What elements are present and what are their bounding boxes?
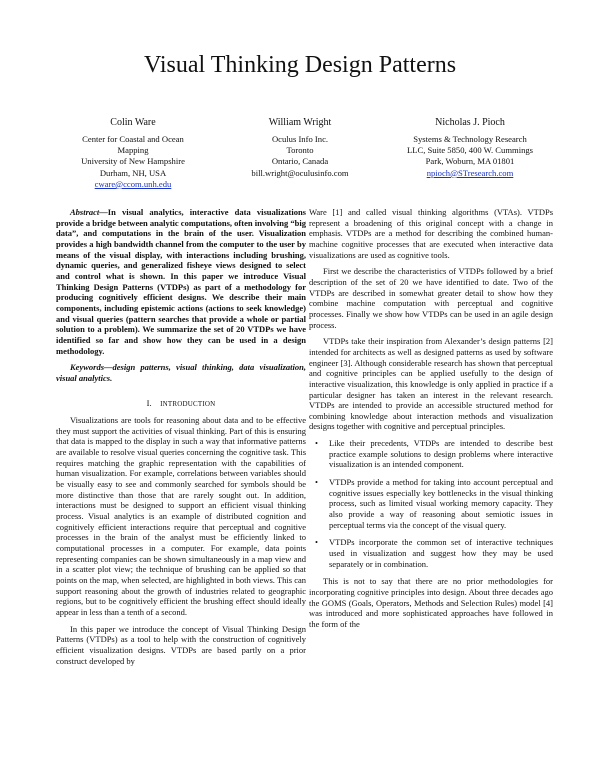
list-item <box>309 537 553 569</box>
author-block-3 <box>382 116 558 179</box>
author-affiliation-line: Durham, NH, USA <box>99 167 167 178</box>
section-number: I. <box>146 397 152 408</box>
bullet-icon: • <box>315 438 318 449</box>
author-affiliation-line: University of New Hampshire <box>81 156 185 167</box>
author-affiliation-line: Mapping <box>117 145 149 156</box>
body-paragraph: First we describe the characteristics of VTDPs followed by a brief description of the set of 20 we have identified to date. Two of the VTDPs are described in somewhat greater detail to show how they combine machine computation with perceptual and cognitive processes. Finally we show how VTDPs can be used in an agile design process. <box>309 266 553 330</box>
body-paragraph: Ware [1] and called visual thinking algorithms (VTAs). VTDPs represent a broadening of this original concept with a change in emphasis. VTDPs are a method for describing the combined human-machine cognitive processes that are executed when interactive data visualizations are used as cognitive tools. <box>309 207 553 260</box>
right-column <box>309 207 553 636</box>
paper-title: Visual Thinking Design Patterns <box>143 52 457 78</box>
list-item <box>309 438 553 470</box>
author-affiliation-line: Oculus Info Inc. <box>271 134 329 144</box>
body-paragraph: In this paper we introduce the concept of Visual Thinking Design Patterns (VTDPs) as a tool to help with the construction of cognitively efficient visualization designs. VTDPs are based partly on a prior construct developed by <box>56 623 306 666</box>
author-email: bill.wright@oculusinfo.com <box>251 167 349 178</box>
left-column <box>56 207 306 672</box>
abstract <box>56 207 306 356</box>
body-paragraph: Visualizations are tools for reasoning about data and to be effective they must support the activities of visual thinking. Part of this is ensuring that data is mapped to the display in such a way that informative patterns are available to resolve visual queries concerning the cognitive task. This requires matching the graphic representation with the capabilities of human visualization. For example, correlations between variables should be visually easy to see and commonly searched for symbols should be more distinctive than those that are rarely sought out. In addition, interactions must be designed to support an efficient visual thinking process. Visual analytics is an example of distributed cognition and cognitively efficient interactions require that perceptual and cognitive processes in the brain of the analyst must be efficiently linked to computational processes in a computer. For example, data points representing companies can be shown simultaneously in a map view and in a scatter plot view; the technique of brushing can be applied so that points on the map, when selected, are highlighted in both views. This can support reasoning about the growth of industries related to geographic regions, but to be cognitively efficient the brushing effect should ideally appear in less than a tenth of a second. <box>56 415 306 617</box>
author-affiliation-line: Park, Woburn, MA 01801 <box>425 156 515 167</box>
author-affiliation-line: Center for Coastal and Ocean <box>82 134 184 144</box>
author-affiliation-line: LLC, Suite 5850, 400 W. Cummings <box>406 145 534 156</box>
abstract-label: Abstract— <box>70 207 108 217</box>
body-paragraph: VTDPs take their inspiration from Alexander’s design patterns [2] intended for architects as well as designed patterns as used by software engineer [3]. Although considerable research has shown that perceptual and cognitive principles can be applied usefully to the design of interactive visualization, this knowledge is only applied in practice if a particular designer has taken an interest in the relevant research. VTDPs are intended to provide an accessible structured method for combining knowledge about interaction methods and visualization designs together with cognitive and perceptual principles. <box>309 336 553 432</box>
author-email-link[interactable]: cware@ccom.unh.edu <box>94 178 172 189</box>
bullet-icon: • <box>315 537 318 548</box>
list-item <box>309 477 553 530</box>
keywords: Keywords—design patterns, visual thinking, data visualization, visual analytics. <box>56 362 306 383</box>
abstract-text: In visual analytics, interactive data visualizations provide a bridge between analytic computations, often involving “big data”, and computations in the brain of the user. Visualization provides a high bandwidth channel from the computer to the user by means of the visual display, with interactions including brushing, dynamic queries, and generalized fisheye views designed to select and control what is shown. In this paper we introduce Visual Thinking Design Patterns (VTDPs) as part of a methodology for producing cognitively efficient designs. We describe their main components, including epistemic actions (actions to seek knowledge) and visual queries (pattern searches that provide a whole or partial solution to a problem). We summarize the set of 20 VTDPs we have identified so far and show how they can be used in a design methodology. <box>56 207 306 356</box>
section-heading <box>56 398 306 410</box>
bullet-list <box>309 438 553 569</box>
author-block-2 <box>215 116 385 179</box>
section-title: INTRODUCTION <box>160 399 216 408</box>
list-item-text: Like their precedents, VTDPs are intended to describe best practice example solutions to design problems where interactive visualization is an intended component. <box>329 438 553 470</box>
author-affiliation-line: Ontario, Canada <box>271 156 329 167</box>
list-item-text: VTDPs provide a method for taking into account perceptual and cognitive issues especially key bottlenecks in the visual thinking process, such as limited visual working memory capacity. They also provide a way of reasoning about semiotic issues in perceptual terms via the concept of the visual query. <box>329 477 553 530</box>
author-affiliation-line: Systems & Technology Research <box>413 134 527 144</box>
author-email-link[interactable]: npioch@STresearch.com <box>426 167 514 178</box>
bullet-icon: • <box>315 477 318 488</box>
author-name: Nicholas J. Pioch <box>435 117 505 128</box>
body-paragraph: This is not to say that there are no prior methodologies for incorporating cognitive principles into design. About three decades ago the GOMS (Goals, Operators, Methods and Selection Rules) model [4] was introduced and more sophisticated approaches have followed in the form of the <box>309 576 553 629</box>
author-block-1 <box>48 116 218 190</box>
list-item-text: VTDPs incorporate the common set of interactive techniques used in visualization and suggest how they may be used separately or in combination. <box>329 537 553 569</box>
author-name: Colin Ware <box>110 117 156 128</box>
author-name: William Wright <box>268 117 332 128</box>
author-affiliation-line: Toronto <box>286 145 314 156</box>
